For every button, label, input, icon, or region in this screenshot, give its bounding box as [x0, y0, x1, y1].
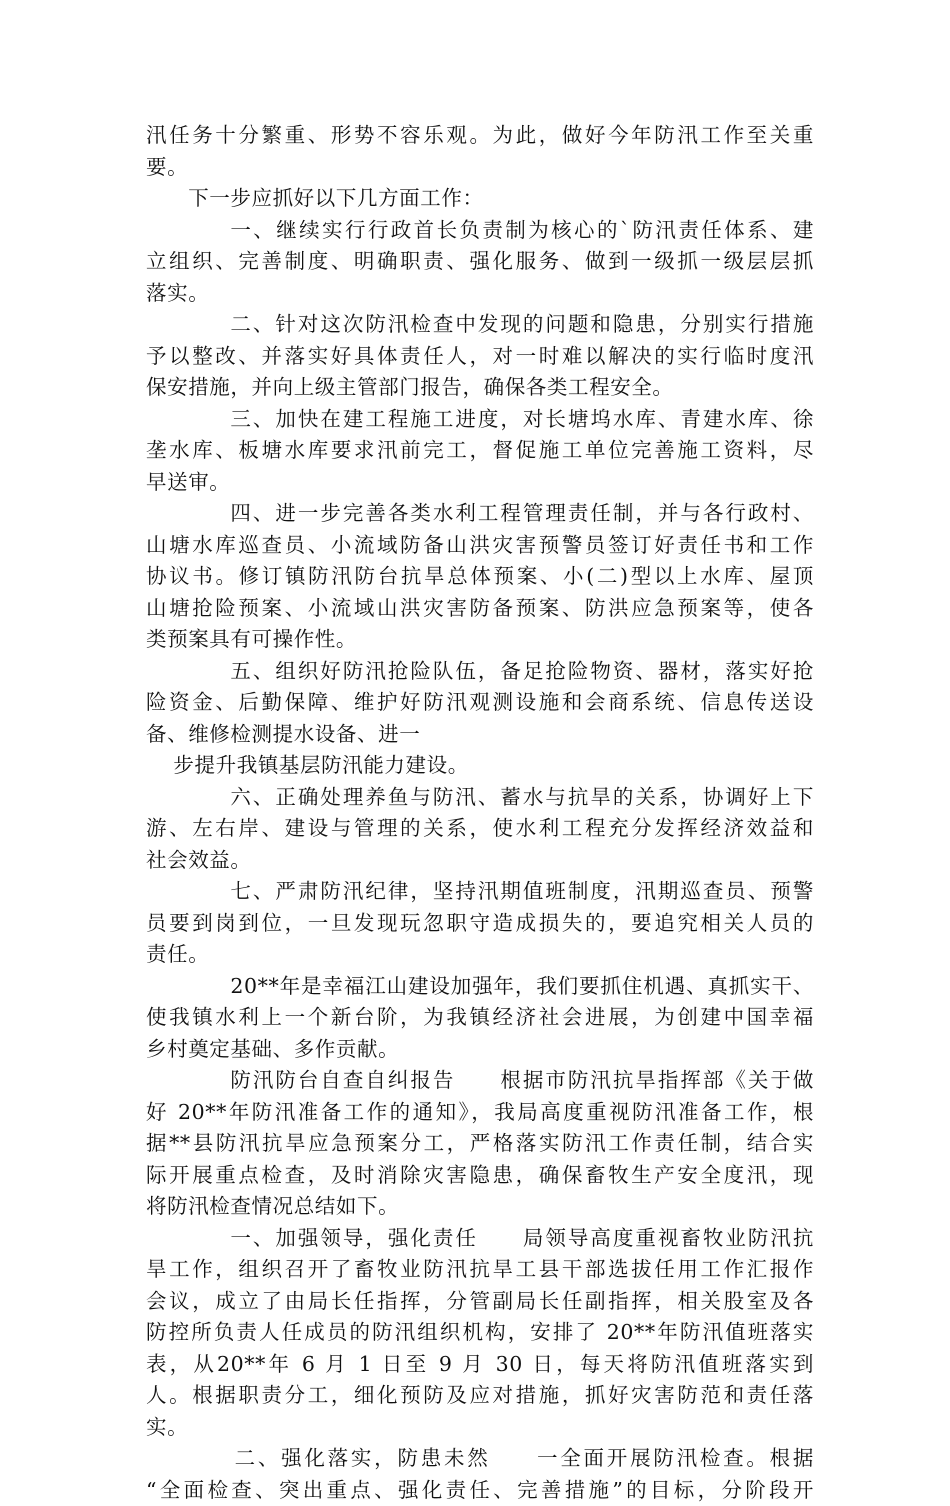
- text-line: 一、加强领导，强化责任 局领导高度重视畜牧业防汛抗: [146, 1223, 814, 1255]
- text-line: 协议书。修订镇防汛防台抗旱总体预案、小(二)型以上水库、屋顶: [146, 561, 814, 593]
- text-line: 人。根据职责分工，细化预防及应对措施，抓好灾害防范和责任落: [146, 1380, 814, 1412]
- text-line: 五、组织好防汛抢险队伍，备足抢险物资、器材，落实好抢: [146, 656, 814, 688]
- text-line: 责任。: [146, 939, 814, 971]
- text-line: 早送审。: [146, 467, 814, 499]
- text-line: 下一步应抓好以下几方面工作：: [146, 183, 814, 215]
- text-line: 二、强化落实，防患未然 一全面开展防汛检查。根据: [146, 1443, 814, 1475]
- text-line: 山塘水库巡查员、小流域防备山洪灾害预警员签订好责任书和工作: [146, 530, 814, 562]
- text-line: 20**年是幸福江山建设加强年，我们要抓住机遇、真抓实干、: [146, 971, 814, 1003]
- text-line: 乡村奠定基础、多作贡献。: [146, 1034, 814, 1066]
- text-line: 要。: [146, 152, 814, 184]
- text-line: 防汛防台自查自纠报告 根据市防汛抗旱指挥部《关于做: [146, 1065, 814, 1097]
- text-line: 汛任务十分繁重、形势不容乐观。为此，做好今年防汛工作至关重: [146, 120, 814, 152]
- text-line: 步提升我镇基层防汛能力建设。: [146, 750, 814, 782]
- text-line: 会议，成立了由局长任指挥，分管副局长任副指挥，相关股室及各: [146, 1286, 814, 1318]
- text-line: 使我镇水利上一个新台阶，为我镇经济社会进展，为创建中国幸福: [146, 1002, 814, 1034]
- text-line: 社会效益。: [146, 845, 814, 877]
- text-line: 旱工作，组织召开了畜牧业防汛抗旱工县干部选拔任用工作汇报作: [146, 1254, 814, 1286]
- text-line: 备、维修检测提水设备、进一: [146, 719, 814, 751]
- text-line: 游、左右岸、建设与管理的关系，使水利工程充分发挥经济效益和: [146, 813, 814, 845]
- text-line: 六、正确处理养鱼与防汛、蓄水与抗旱的关系，协调好上下: [146, 782, 814, 814]
- document-body: [146, 120, 814, 1506]
- text-line: 员要到岗到位，一旦发现玩忽职守造成损失的，要追究相关人员的: [146, 908, 814, 940]
- text-line: 险资金、后勤保障、维护好防汛观测设施和会商系统、信息传送设: [146, 687, 814, 719]
- text-line: 垄水库、板塘水库要求汛前完工，督促施工单位完善施工资料，尽: [146, 435, 814, 467]
- text-line: 据**县防汛抗旱应急预案分工，严格落实防汛工作责任制，结合实: [146, 1128, 814, 1160]
- text-line: 予以整改、并落实好具体责任人，对一时难以解决的实行临时度汛: [146, 341, 814, 373]
- text-line: 防控所负责人任成员的防汛组织机构，安排了 20**年防汛值班落实: [146, 1317, 814, 1349]
- text-line: 立组织、完善制度、明确职责、强化服务、做到一级抓一级层层抓: [146, 246, 814, 278]
- text-line: 七、严肃防汛纪律，坚持汛期值班制度，汛期巡查员、预警: [146, 876, 814, 908]
- text-line: 保安措施，并向上级主管部门报告，确保各类工程安全。: [146, 372, 814, 404]
- text-line: 四、进一步完善各类水利工程管理责任制，并与各行政村、: [146, 498, 814, 530]
- text-line: “全面检查、突出重点、强化责任、完善措施”的目标，分阶段开: [146, 1475, 814, 1506]
- text-line: 三、加快在建工程施工进度，对长塘坞水库、青建水库、徐: [146, 404, 814, 436]
- text-line: 二、针对这次防汛检查中发现的问题和隐患，分别实行措施: [146, 309, 814, 341]
- text-line: 落实。: [146, 278, 814, 310]
- text-line: 一、继续实行行政首长负责制为核心的`防汛责任体系、建: [146, 215, 814, 247]
- text-line: 际开展重点检查，及时消除灾害隐患，确保畜牧生产安全度汛，现: [146, 1160, 814, 1192]
- text-line: 实。: [146, 1412, 814, 1444]
- text-line: 表，从20**年 6 月 1 日至 9 月 30 日，每天将防汛值班落实到: [146, 1349, 814, 1381]
- text-line: 好 20**年防汛准备工作的通知》，我局高度重视防汛准备工作，根: [146, 1097, 814, 1129]
- text-line: 山塘抢险预案、小流域山洪灾害防备预案、防洪应急预案等，使各: [146, 593, 814, 625]
- text-line: 类预案具有可操作性。: [146, 624, 814, 656]
- text-line: 将防汛检查情况总结如下。: [146, 1191, 814, 1223]
